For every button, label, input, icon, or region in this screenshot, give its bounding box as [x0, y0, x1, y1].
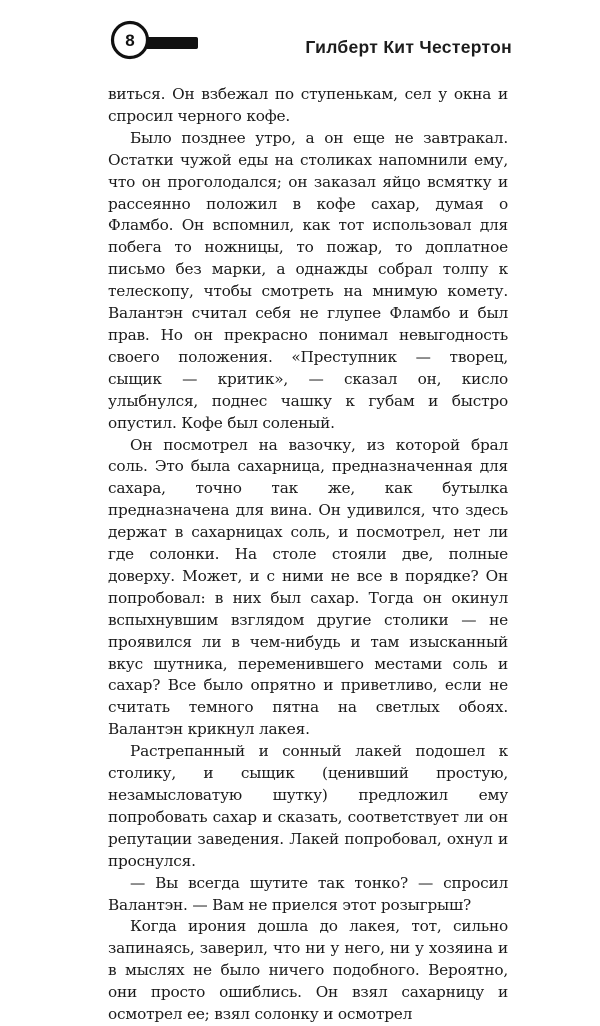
- page-number-badge: [108, 18, 208, 70]
- paragraph: — Вы всегда шутите так тонко? — спросил Валантэн. — Вам не приелся этот розыгрыш?: [108, 873, 508, 914]
- paragraph-continued: виться. Он взбежал по ступенькам, сел у окна и спросил черного кофе.: [108, 85, 508, 125]
- page-header: [0, 0, 600, 80]
- running-title: Гилберт Кит Честертон: [305, 37, 512, 57]
- page-number: 8: [125, 31, 135, 50]
- paragraph: Он посмотрел на вазочку, из которой брал соль. Это была сахарница, предназначенная для сахара, точно так же, как бутылка предназначена для вина. Он удивился, что здесь держат в сахарницах соль, и посмотрел, нет ли где солонки. На столе стояли две, полные доверху. Может, и с ними не все в порядке? Он попробовал: в них был сахар. Тогда он окинул вспыхнувшим взглядом другие столики — не проявился ли в чем-нибудь и там изысканный вкус шутника, переменившего местами соль и сахар? Все было опрятно и приветливо, если не считать темного пятна на светлых обоях. Валантэн крикнул лакея.: [108, 435, 508, 739]
- paragraph: Растрепанный и сонный лакей подошел к столику, и сыщик (ценивший простую, незамысловатую шутку) предложил ему попробовать сахар и сказать, соответствует ли он репутации заведения. Лакей попробовал, охнул и проснулся.: [108, 742, 508, 870]
- paragraph: Когда ирония дошла до лакея, тот, сильно запинаясь, заверил, что ни у него, ни у хозяина и в мыслях не было ничего подобного. Вероятно, они просто ошиблись. Он взял сахарницу и осмотрел ее; взял солонку и осмотрел: [108, 917, 508, 1024]
- body-text: [108, 84, 508, 1026]
- paragraph: Было позднее утро, а он еще не завтракал. Остатки чужой еды на столиках напомнили ему, что он проголодался; он заказал яйцо всмятку и рассеянно положил в кофе сахар, думая о Фламбо. Он вспомнил, как тот использовал для побега то ножницы, то пожар, то доплатное письмо без марки, а однажды собрал толпу к телескопу, чтобы смотреть на мнимую комету. Валантэн считал себя не глупее Фламбо и был прав. Но он прекрасно понимал невыгодность своего положения. «Преступник — творец, сыщик — критик», — сказал он, кисло улыбнулся, поднес чашку к губам и быстро опустил. Кофе был соленый.: [108, 128, 508, 432]
